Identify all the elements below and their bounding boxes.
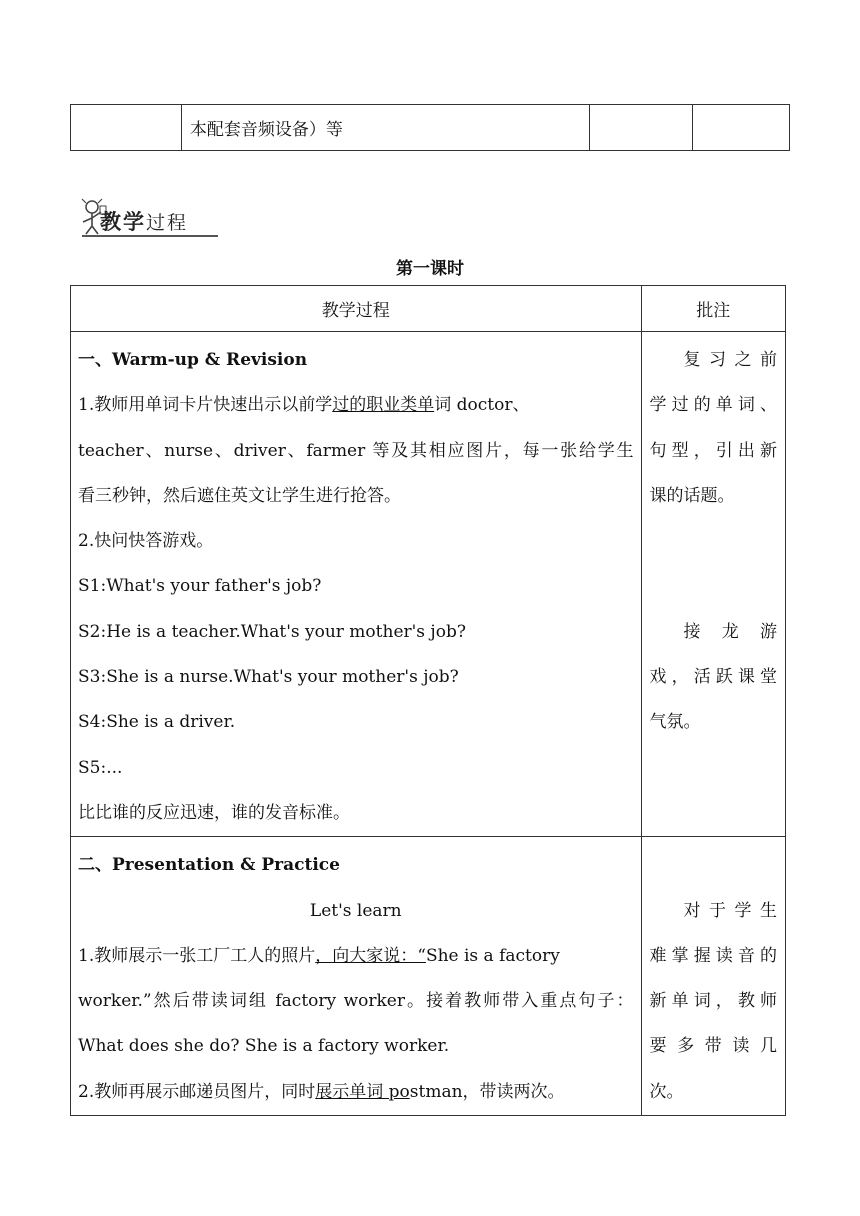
row1-line: S5:... xyxy=(78,757,123,778)
top-cell-3 xyxy=(590,105,693,151)
row2-text: She is a factory xyxy=(425,945,560,966)
table-header-row xyxy=(71,286,786,332)
row1-line: 看三秒钟，然后遮住英文让学生进行抢答。 xyxy=(78,485,401,506)
note-line: 对于学生 xyxy=(683,900,777,921)
row2-content xyxy=(71,837,641,1115)
note-line: 新单词，教师 xyxy=(649,991,777,1012)
note-line: 句型，引出新 xyxy=(649,440,777,461)
note-line: 学过的单词、 xyxy=(649,395,777,416)
top-table xyxy=(70,104,790,151)
note-line: 戏，活跃课堂 xyxy=(649,667,777,688)
table-row xyxy=(71,332,786,837)
teaching-process-table xyxy=(70,285,786,1116)
row1-text: 1.教师用单词卡片快速出示以前学 xyxy=(78,395,333,416)
note-line: 复习之前 xyxy=(683,350,777,370)
row1-line: 一、Warm-up & Revision xyxy=(78,350,308,370)
row2-line: worker.”然后带读词组 factory worker。接着教师带入重点句子： xyxy=(78,991,634,1012)
note-line: 气氛。 xyxy=(649,712,701,733)
note-line: 接龙游 xyxy=(683,621,777,642)
section-heading-text xyxy=(100,206,188,236)
row2-underlined-text: ，向大家说：“ xyxy=(315,945,426,966)
note-line: 要多带读几 xyxy=(649,1036,777,1057)
row2-line xyxy=(78,1070,634,1115)
row2-line: Let's learn xyxy=(309,900,402,921)
top-cell-2: 本配套音频设备）等 xyxy=(181,105,589,151)
row1-line: 比比谁的反应迅速，谁的发音标准。 xyxy=(78,802,350,823)
row2-line: What does she do? She is a factory worker. xyxy=(78,1036,450,1057)
header-process: 教学过程 xyxy=(71,286,642,332)
table-row xyxy=(71,837,786,1116)
row2-text: 2.教师再展示邮递员图片，同时 xyxy=(78,1081,316,1102)
row2-line: 二、Presentation & Practice xyxy=(78,855,340,876)
row1-line xyxy=(78,383,634,428)
lesson-title: 第一课时 xyxy=(396,259,464,279)
row1-line: S1:What's your father's job? xyxy=(78,576,322,597)
row2-underlined-text: 展示单词 po xyxy=(315,1081,410,1102)
header-notes: 批注 xyxy=(641,286,785,332)
top-cell-1 xyxy=(71,105,182,151)
row1-notes xyxy=(642,332,785,746)
row2-text: 1.教师展示一张工厂工人的照片 xyxy=(78,945,316,966)
row1-line: S4:She is a driver. xyxy=(78,712,236,733)
section-heading-underline xyxy=(82,235,218,237)
section-heading-part2: 过程 xyxy=(146,212,189,234)
row2-text: stman，带读两次。 xyxy=(409,1081,565,1102)
row1-underlined-text: 过的职业类单 xyxy=(332,395,435,416)
row2-line xyxy=(78,934,634,979)
note-line: 课的话题。 xyxy=(649,485,735,506)
note-line: 次。 xyxy=(649,1081,684,1102)
row1-text: 词 doctor、 xyxy=(434,395,530,416)
note-line: 难掌握读音的 xyxy=(649,945,777,966)
row1-content xyxy=(71,332,641,836)
section-heading xyxy=(78,196,218,240)
row2-notes xyxy=(642,837,785,1115)
top-cell-4 xyxy=(693,105,790,151)
row1-line: 2.快问快答游戏。 xyxy=(78,531,214,552)
row1-line: S3:She is a nurse.What's your mother's job? xyxy=(78,667,459,688)
row1-line: teacher、nurse、driver、farmer 等及其相应图片，每一张给学生 xyxy=(78,440,634,461)
row1-line: S2:He is a teacher.What's your mother's job? xyxy=(78,621,466,642)
section-heading-part1: 教学 xyxy=(100,210,146,234)
